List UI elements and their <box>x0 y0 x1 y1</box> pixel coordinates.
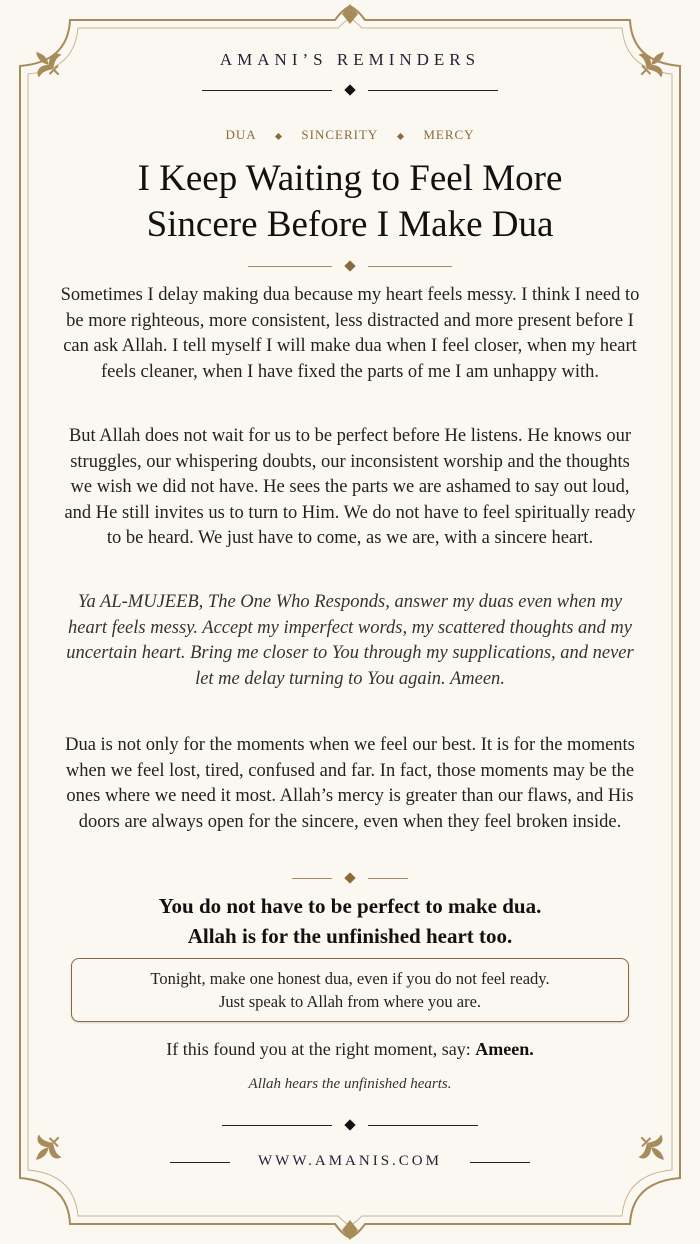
emphasis-line-2: Allah is for the unfinished heart too. <box>187 924 513 948</box>
action-callout-box <box>71 958 629 1022</box>
emphasis-line-1: You do not have to be perfect to make dua. <box>158 894 542 918</box>
tag-mercy: MERCY <box>423 127 475 142</box>
callout-line-2: Just speak to Allah from where you are. <box>218 992 482 1011</box>
closing-line: Allah hears the unfinished hearts. <box>248 1076 452 1092</box>
topic-tags <box>0 127 700 143</box>
ameen-word: Ameen. <box>475 1039 534 1059</box>
brand-title: AMANI’S REMINDERS <box>219 50 481 69</box>
paragraph-2: But Allah does not wait for us to be perfect before He listens. He knows our struggles, our whispering doubts, our inconsistent worship and the thoughts we wish we did not have. He sees the parts we are ashamed to say out loud, and He still invites us to turn to Him. We do not have to feel spiritually ready to be heard. We just have to come, as we are, with a sincere heart. <box>64 426 636 548</box>
paragraph-3: Dua is not only for the moments when we feel our best. It is for the moments when we feel lost, tired, confused and far. In fact, those moments may be the ones where we need it most. Allah’s mercy is greater than our flaws, and His doors are always open for the sincere, even when they feel broken inside. <box>65 735 635 832</box>
paragraph-1: Sometimes I delay making dua because my heart feels messy. I think I need to be more righteous, more consistent, less distracted and more present before I can ask Allah. I tell myself I will make dua when I feel closer, when my heart feels cleaner, when I have fixed the parts of me I am unhappy with. <box>60 285 640 382</box>
header-divider <box>0 86 700 94</box>
page-title <box>40 156 660 248</box>
title-line-1: I Keep Waiting to Feel More <box>137 158 563 199</box>
emphasis-divider <box>0 874 700 882</box>
ameen-prompt <box>0 1039 700 1060</box>
callout-line-1: Tonight, make one honest dua, even if you do not feel ready. <box>150 969 550 988</box>
tag-dua: DUA <box>225 127 256 142</box>
diamond-separator-icon <box>275 132 282 139</box>
prayer-paragraph: Ya AL-MUJEEB, The One Who Responds, answer my duas even when my heart feels messy. Accept my imperfect words, my scattered thoughts and my uncertain heart. Bring me closer to You through my supplications, and never let me delay turning to You again. Ameen. <box>66 592 634 689</box>
ameen-prefix: If this found you at the right moment, say: <box>166 1039 476 1059</box>
footer-divider <box>0 1121 700 1129</box>
tag-sincerity: SINCERITY <box>301 127 378 142</box>
website-link[interactable]: WWW.AMANIS.COM <box>258 1153 442 1169</box>
diamond-separator-icon <box>397 132 404 139</box>
title-line-2: Sincere Before I Make Dua <box>146 204 554 245</box>
title-divider <box>0 262 700 270</box>
emphasis-statement <box>40 891 660 951</box>
website-rule-right <box>470 1162 530 1163</box>
